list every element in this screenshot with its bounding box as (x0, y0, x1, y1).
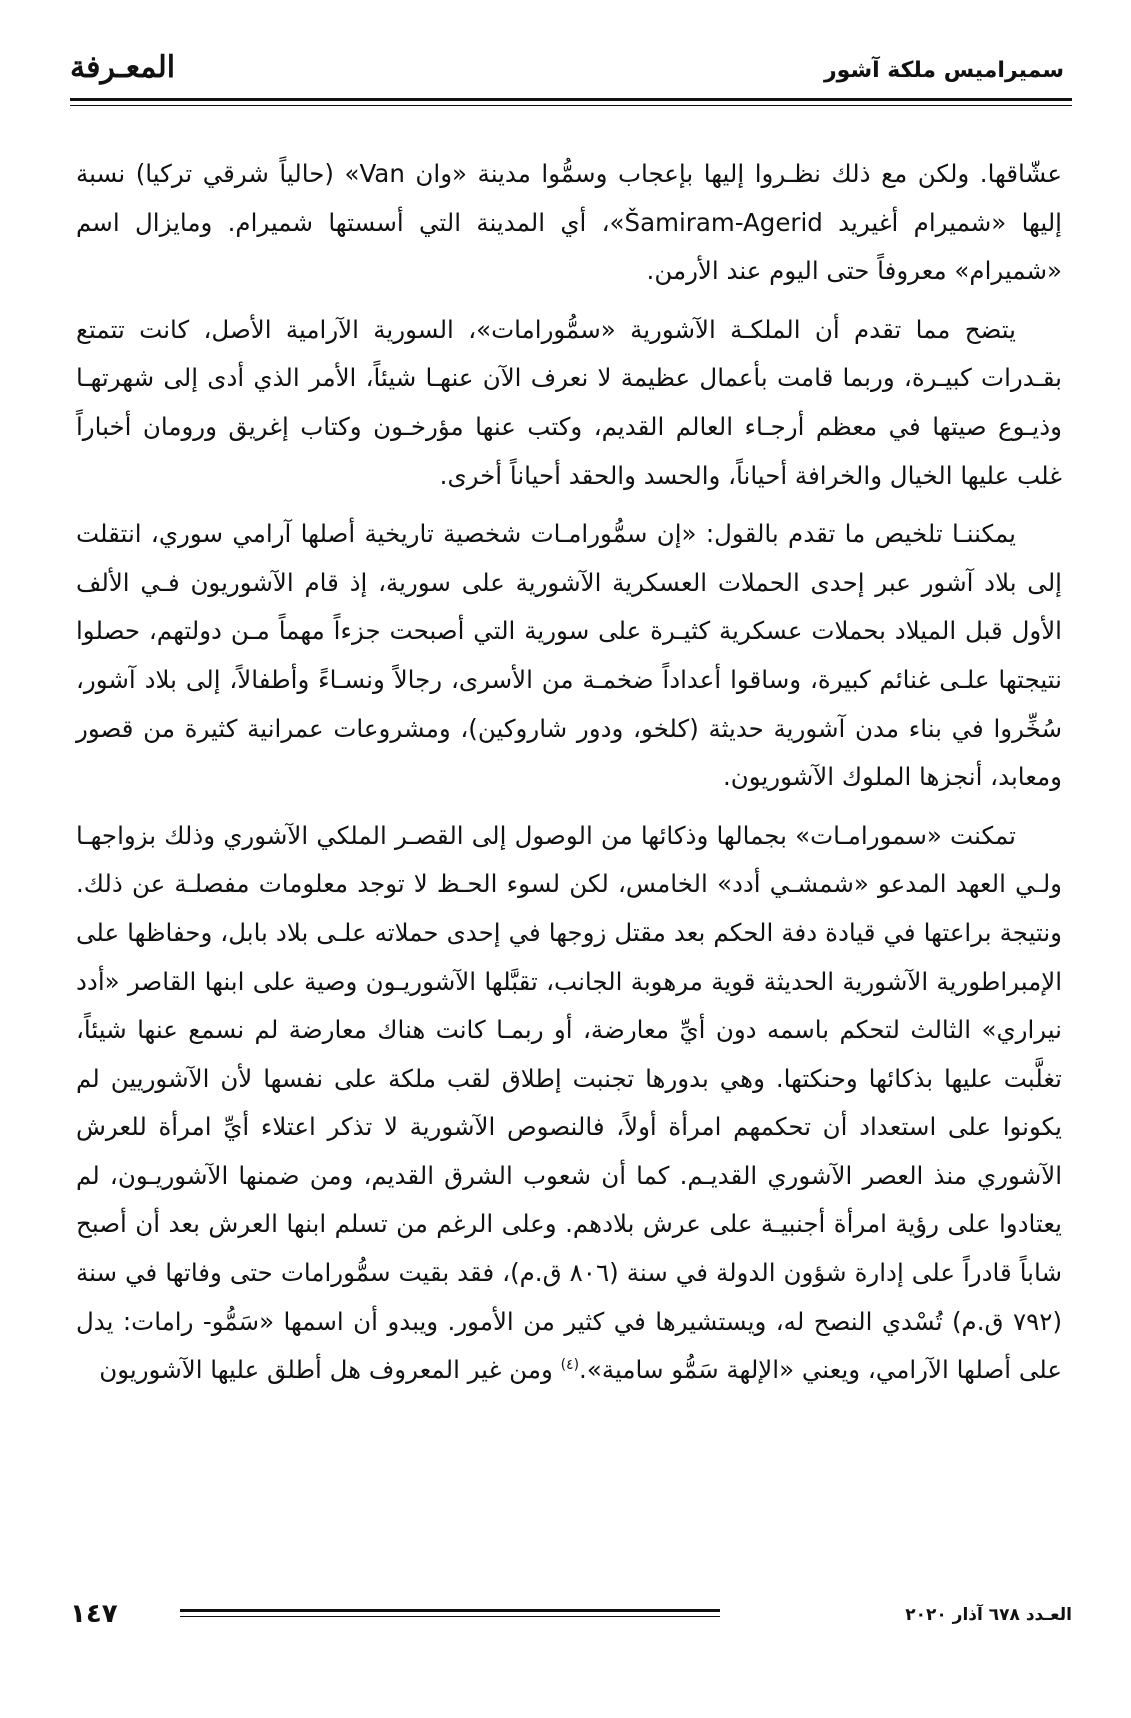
footer-rule-thick (180, 1609, 720, 1612)
page-number: ١٤٧ (70, 1599, 118, 1629)
paragraph-3: يمكننـا تلخيص ما تقدم بالقول: «إن سمُّورامـات شخصية تاريخية أصلها آرامي سوري، انتقلت إلى بلاد آشور عبر إحدى الحملات العسكرية الآشورية على سورية، إذ قام الآشوريون فـي الألف الأول قبل الميلاد بحملات عسكرية كثيـرة على سورية التي أصبحت جزءاً مهماً مـن دولتهم، حصلوا نتيجتها علـى غنائم كبيرة، وساقوا أعداداً ضخمـة من الأسرى، رجالاً ونسـاءً وأطفالاً، إلى بلاد آشور، سُخِّروا في بناء مدن آشورية حديثة (كلخو، ودور شاروكين)، ومشروعات عمرانية كثيرة من قصور ومعابد، أنجزها الملوك الآشوريون. (76, 519, 1062, 792)
header-rule-thin (70, 105, 1072, 106)
article-body (76, 150, 1062, 1405)
paragraph-4-tail: ومن غير المعروف هل أطلق عليها الآشوريون (99, 1355, 561, 1385)
paragraph-4-text: تمكنت «سمورامـات» بجمالها وذكائها من الوصول إلى القصـر الملكي الآشوري وذلك بزواجهـا ولـي العهد المدعو «شمشـي أدد» الخامس، لكن لسوء الحـظ لا توجد معلومات مفصلـة عن ذلك. ونتيجة براعتها في قيادة دفة الحكم بعد مقتل زوجها في إحدى حملاته علـى بلاد بابل، وحفاظها على الإمبراطورية الآشورية الحديثة قوية مرهوبة الجانب، تقبَّلها الآشوريـون وصية على ابنها القاصر «أدد نيراري» الثالث لتحكم باسمه دون أيِّ معارضة، أو ربمـا كانت هناك معارضة لم نسمع عنها شيئاً، تغلَّبت عليها بذكائها وحنكتها. وهي بدورها تجنبت إطلاق لقب ملكة على نفسها لأن الآشوريين لم يكونوا على استعداد أن تحكمهم امرأة أولاً، فالنصوص الآشورية لا تذكر اعتلاء أيِّ امرأة للعرش الآشوري منذ العصر الآشوري القديـم. كما أن شعوب الشرق القديم، ومن ضمنها الآشوريـون، لم يعتادوا على رؤية امرأة أجنبيـة على عرش بلادهم. وعلى الرغم من تسلم ابنها العرش بعد أن أصبح شاباً قادراً على إدارة شؤون الدولة في سنة (٨٠٦ ق.م)، فقد بقيت سمُّورامات حتى وفاتها في سنة (٧٩٢ ق.م) تُسْدي النصح له، ويستشيرها في كثير من الأمور. ويبدو أن اسمها «سَمُّو- رامات: يدل على أصلها الآرامي، ويعني «الإلهة سَمُّو سامية». (76, 820, 1062, 1385)
header-rule-thick (70, 98, 1072, 101)
page-footer (70, 1595, 1072, 1635)
issue-info: العـدد ٦٧٨ آذار ٢٠٢٠ (905, 1605, 1072, 1625)
paragraph-2: يتضح مما تقدم أن الملكـة الآشورية «سمُّورامات»، السورية الآرامية الأصل، كانت تتمتع بقـدرات كبيـرة، وربما قامت بأعمال عظيمة لا نعرف الآن عنهـا شيئاً، الأمر الذي أدى إلى شهرتهـا وذيـوع صيتها في معظم أرجـاء العالم القديم، وكتب عنها مؤرخـون وكتاب إغريق ورومان أخباراً غلب عليها الخيال والخرافة أحياناً، والحسد والحقد أحياناً أخرى. (76, 314, 1062, 490)
footnote-reference[interactable]: (٤) (560, 1357, 580, 1374)
page-header (70, 48, 1072, 98)
magazine-logo: المعـرفة (70, 50, 176, 85)
paragraph-1: عشّاقها. ولكن مع ذلك نظـروا إليها بإعجاب وسمُّوا مدينة «وان Van» (حالياً شرقي تركيا) نسبة إليها «شميرام أغيريد Šamiram-Agerid»، أي المدينة التي أسستها شميرام. ومايزال اسم «شميرام» معروفاً حتى اليوم عند الأرمن. (76, 159, 1062, 286)
paragraph-4 (76, 812, 1062, 1395)
footer-rule-thin (180, 1616, 720, 1617)
running-title: سميراميس ملكة آشور (824, 58, 1064, 83)
